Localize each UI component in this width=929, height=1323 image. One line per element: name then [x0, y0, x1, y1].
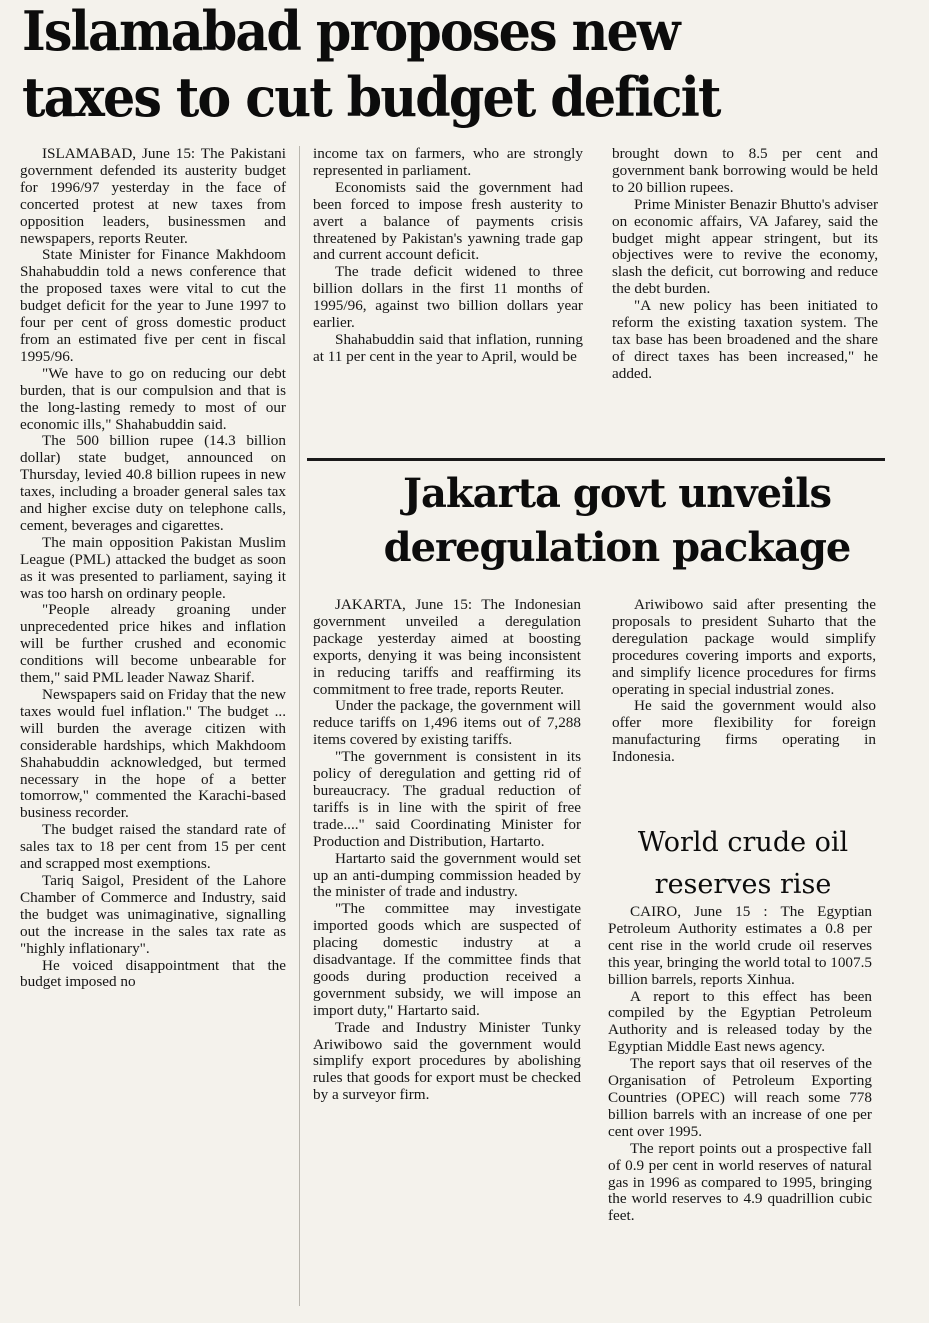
paragraph: State Minister for Finance Makhdoom Shahabuddin told a news conference that the proposed taxes were vital to cut the budget deficit for the year to June 1997 to four per cent of gross domestic product from an estimated five per cent in fiscal 1995/96. — [20, 246, 286, 365]
paragraph: ISLAMABAD, June 15: The Pakistani government defended its austerity budget for 1996/97 yesterday in the face of concerted protest at new taxes from opposition leaders, businessmen and newspapers, reports Reuter. — [20, 145, 286, 247]
paragraph: CAIRO, June 15 : The Egyptian Petroleum Authority estimates a 0.8 per cent rise in the world crude oil reserves this year, bringing the world total to 1007.5 billion barrels, reports Xinhua. — [608, 903, 872, 988]
headline-islamabad — [22, 0, 849, 130]
paragraph: Hartarto said the government would set up an anti-dumping commission headed by the minister of trade and industry. — [313, 849, 581, 901]
paragraph: Ariwibowo said after presenting the proposals to president Suharto that the deregulation package would simplify procedures covering imports and exports, and simplify licence procedures for firms operating in special industrial zones. — [612, 596, 876, 698]
paragraph: The budget raised the standard rate of sales tax to 18 per cent from 15 per cent and scrapped most exemptions. — [20, 821, 286, 873]
paragraph: "The committee may investigate imported goods which are suspected of placing domestic industry at a disadvantage. If the committee finds that goods during production received a government subsidy, we will impose an import duty," Hartarto said. — [313, 900, 581, 1019]
paragraph: The report points out a prospective fall of 0.9 per cent in world reserves of natural gas in 1996 as compared to 1995, bringing the world reserves to 4.9 quadrillion cubic feet. — [608, 1139, 872, 1225]
paragraph: brought down to 8.5 per cent and government bank borrowing would be held to 20 billion rupees. — [612, 145, 878, 196]
islamabad-column-1 — [20, 146, 286, 1306]
headline-islamabad-line2: taxes to cut budget deficit — [22, 65, 720, 129]
paragraph: Tariq Saigol, President of the Lahore Chamber of Commerce and Industry, said the budget was unimaginative, signalling out the increase in the sales tax rate as "highly inflationary". — [20, 871, 286, 957]
column-divider — [299, 146, 300, 1306]
headline-oil-reserves — [608, 822, 878, 906]
paragraph: "The government is consistent in its policy of deregulation and getting rid of bureaucracy. The gradual reduction of tariffs is in line with the spirit of free trade...." said Coordinating Minister for Production and Distribution, Hartarto. — [313, 748, 581, 850]
paragraph: Shahabuddin said that inflation, running at 11 per cent in the year to April, would be — [313, 330, 583, 365]
paragraph: JAKARTA, June 15: The Indonesian government unveiled a deregulation package yesterday aimed at boosting exports, denying it was being inconsistent in reducing tariffs and reaffirming its commitment to free trade, reports Reuter. — [313, 596, 581, 698]
paragraph: The 500 billion rupee (14.3 billion dollar) state budget, announced on Thursday, levied 40.8 billion rupees in new taxes, including a broader general sales tax and higher excise duty on telephone calls, cement, beverages and cigarettes. — [20, 432, 286, 534]
paragraph: The main opposition Pakistan Muslim League (PML) attacked the budget as soon as it was presented to parliament, saying it was too harsh on ordinary people. — [20, 533, 286, 602]
paragraph: He voiced disappointment that the budget imposed no — [20, 956, 286, 991]
paragraph: Under the package, the government will reduce tariffs on 1,496 items out of 7,288 items covered by existing tariffs. — [313, 697, 581, 749]
headline-oil-line2: reserves rise — [654, 869, 832, 900]
headline-islamabad-line1: Islamabad proposes new — [22, 0, 679, 63]
headline-jakarta — [322, 467, 912, 575]
paragraph: Newspapers said on Friday that the new taxes would fuel inflation." The budget ... will burden the average citizen with considerable hardships, which Makhdoom Shahabuddin acknowledged, but termed necessary in the hope of a better tomorrow," commented the Karachi-based business recorder. — [20, 686, 286, 822]
paragraph: "We have to go on reducing our debt burden, that is our compulsion and that is the long-lasting remedy to most of our economic ills," Shahabuddin said. — [20, 364, 286, 433]
jakarta-column-1 — [313, 597, 581, 1307]
headline-oil-line1: World crude oil — [637, 827, 849, 858]
islamabad-column-2 — [313, 146, 583, 446]
paragraph: income tax on farmers, who are strongly represented in parliament. — [313, 145, 583, 179]
headline-jakarta-line2: deregulation package — [383, 524, 851, 571]
oil-reserves-column — [608, 904, 872, 1304]
paragraph: Economists said the government had been forced to impose fresh austerity to avert a balance of payments crisis threatened by Pakistan's yawning trade gap and current account deficit. — [313, 178, 583, 264]
headline-jakarta-line1: Jakarta govt unveils — [403, 470, 831, 517]
jakarta-column-2 — [612, 597, 876, 827]
paragraph: A report to this effect has been compiled by the Egyptian Petroleum Authority and is released today by the Egyptian Middle East news agency. — [608, 987, 872, 1056]
paragraph: He said the government would also offer more flexibility for foreign manufacturing firms operating in Indonesia. — [612, 697, 876, 766]
islamabad-column-3 — [612, 146, 878, 446]
paragraph: "A new policy has been initiated to reform the existing taxation system. The tax base has been broadened and the share of direct taxes has been increased," he added. — [612, 297, 878, 382]
story-divider — [307, 458, 885, 461]
paragraph: The report says that oil reserves of the Organisation of Petroleum Exporting Countries (OPEC) will reach some 778 billion barrels with an increase of one per cent over 1995. — [608, 1055, 872, 1140]
paragraph: The trade deficit widened to three billion dollars in the first 11 months of 1995/96, against two billion dollars year earlier. — [313, 263, 583, 332]
paragraph: Prime Minister Benazir Bhutto's adviser on economic affairs, VA Jafarey, said the budget might appear stringent, but its objectives were to revive the economy, slash the deficit, cut borrowing and reduce the debt burden. — [612, 195, 879, 298]
paragraph: "People already groaning under unprecedented price hikes and inflation will be further crushed and economic conditions will become unbearable for them," said PML leader Nawaz Sharif. — [20, 601, 286, 687]
paragraph: Trade and Industry Minister Tunky Ariwibowo said the government would simplify export procedures by abolishing rules that goods for export must be checked by a surveyor firm. — [313, 1018, 581, 1104]
